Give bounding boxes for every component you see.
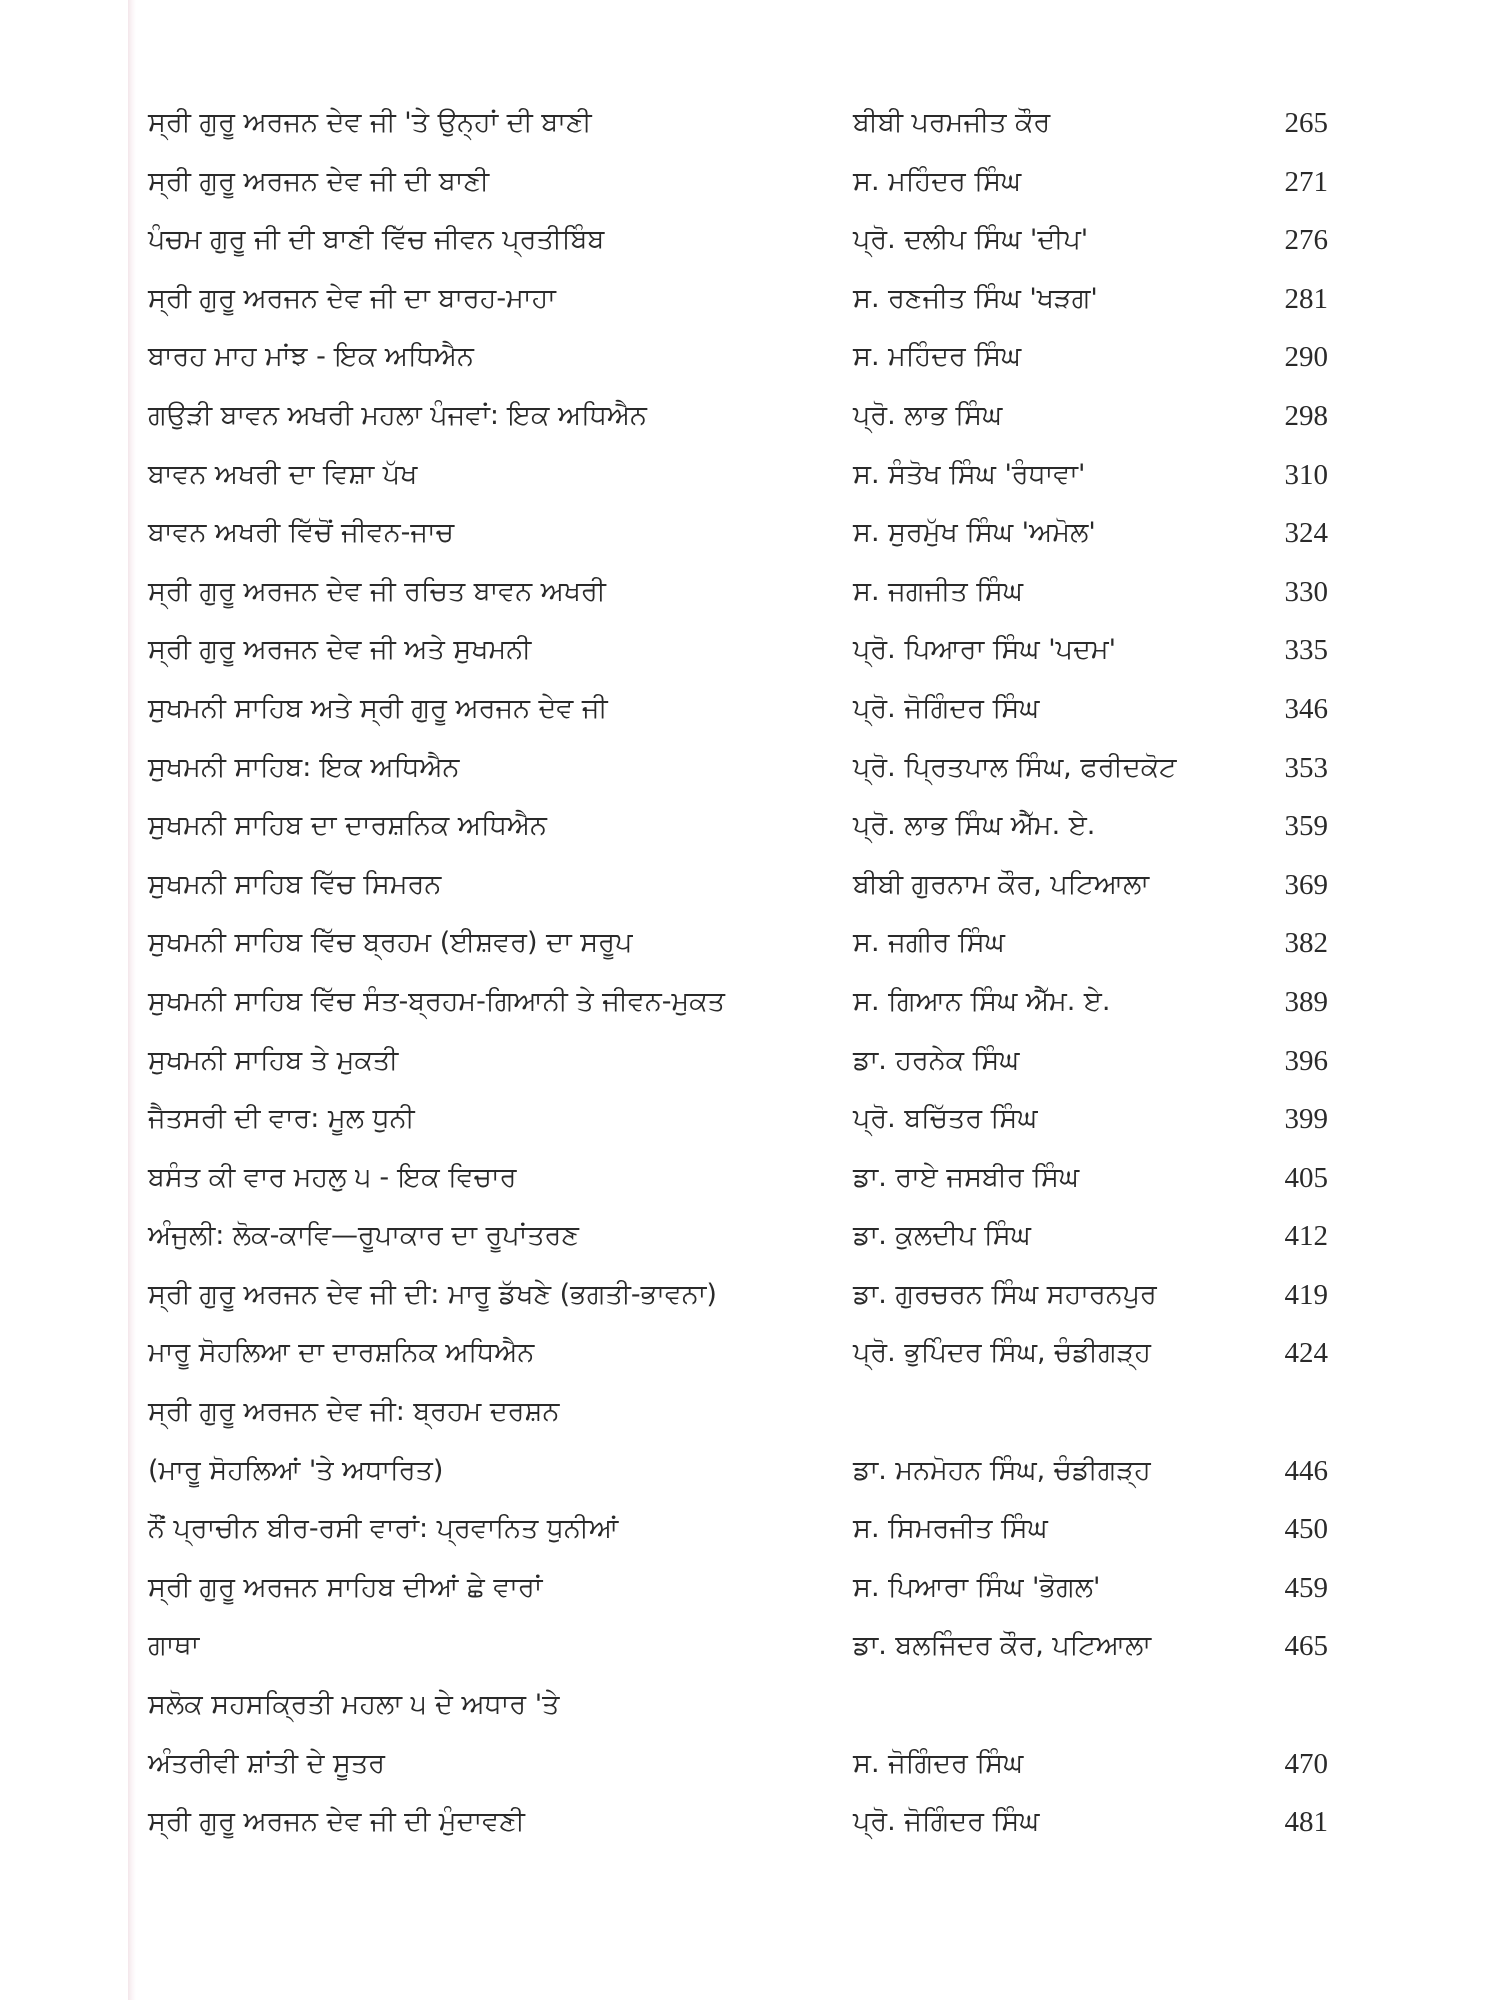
entry-author: ਸ. ਜਗੀਰ ਸਿੰਘ [853,927,1005,959]
toc-entry [148,1383,1328,1442]
entry-page-number: 290 [1284,341,1328,374]
toc-entry [148,1500,1328,1559]
entry-page-number: 359 [1284,810,1328,843]
entry-page-number: 465 [1284,1630,1328,1663]
entry-author: ਡਾ. ਰਾਏ ਜਸਬੀਰ ਸਿੰਘ [853,1161,1080,1193]
entry-author: ਡਾ. ਗੁਰਚਰਨ ਸਿੰਘ ਸਹਾਰਨਪੁਰ [853,1278,1157,1310]
entry-title: ਸ੍ਰੀ ਗੁਰੂ ਅਰਜਨ ਦੇਵ ਜੀ ਅਤੇ ਸੁਖਮਨੀ [148,634,532,666]
entry-title: ਅੰਤਰੀਵੀ ਸ਼ਾਂਤੀ ਦੇ ਸੂਤਰ [148,1747,386,1779]
entry-page-number: 459 [1284,1571,1328,1604]
entry-title: ਸ੍ਰੀ ਗੁਰੂ ਅਰਜਨ ਸਾਹਿਬ ਦੀਆਂ ਛੇ ਵਾਰਾਂ [148,1571,543,1603]
entry-author: ਪ੍ਰੋ. ਭੁਪਿੰਦਰ ਸਿੰਘ, ਚੰਡੀਗੜ੍ਹ [853,1337,1151,1369]
entry-author: ਪ੍ਰੋ. ਪ੍ਰਿਤਪਾਲ ਸਿੰਘ, ਫਰੀਦਕੋਟ [853,751,1177,783]
entry-title: ਸ੍ਰੀ ਗੁਰੂ ਅਰਜਨ ਦੇਵ ਜੀ: ਬ੍ਰਹਮ ਦਰਸ਼ਨ [148,1396,560,1428]
entry-author: ਸ. ਪਿਆਰਾ ਸਿੰਘ 'ਭੋਗਲ' [853,1571,1101,1603]
entry-author: ਸ. ਮਹਿੰਦਰ ਸਿੰਘ [853,341,1022,373]
entry-page-number: 271 [1284,165,1328,198]
toc-entry [148,1090,1328,1149]
toc-entry [148,973,1328,1032]
entry-author: ਪ੍ਰੋ. ਬਚਿੱਤਰ ਸਿੰਘ [853,1103,1038,1135]
entry-page-number: 412 [1284,1220,1328,1253]
entry-author: ਪ੍ਰੋ. ਲਾਭ ਸਿੰਘ ਐੱਮ. ਏ. [853,810,1096,842]
entry-title: ਬਾਵਨ ਅਖਰੀ ਵਿੱਚੋਂ ਜੀਵਨ-ਜਾਚ [148,517,454,549]
table-of-contents [148,94,1328,1852]
toc-entry [148,504,1328,563]
entry-title: ਗਾਥਾ [148,1630,200,1662]
toc-entry [148,739,1328,798]
entry-page-number: 265 [1284,107,1328,139]
toc-entry [148,1559,1328,1618]
entry-page-number: 446 [1284,1454,1328,1487]
toc-entry [148,797,1328,856]
entry-title: ਅੰਜੁਲੀ: ਲੋਕ-ਕਾਵਿ—ਰੂਪਾਕਾਰ ਦਾ ਰੂਪਾਂਤਰਣ [148,1220,579,1252]
entry-author: ਡਾ. ਹਰਨੇਕ ਸਿੰਘ [853,1044,1020,1076]
toc-entry [148,914,1328,973]
entry-title: ਸੁਖਮਨੀ ਸਾਹਿਬ ਵਿੱਚ ਸੰਤ-ਬ੍ਰਹਮ-ਗਿਆਨੀ ਤੇ ਜੀਵਨ-ਮੁਕਤ [148,985,725,1017]
entry-title: ਪੰਚਮ ਗੁਰੂ ਜੀ ਦੀ ਬਾਣੀ ਵਿੱਚ ਜੀਵਨ ਪ੍ਰਤੀਬਿੰਬ [148,224,605,256]
entry-title: ਮਾਰੂ ਸੋਹਲਿਆ ਦਾ ਦਾਰਸ਼ਨਿਕ ਅਧਿਐਨ [148,1337,535,1369]
entry-author: ਡਾ. ਬਲਜਿੰਦਰ ਕੌਰ, ਪਟਿਆਲਾ [853,1630,1152,1662]
entry-page-number: 324 [1284,517,1328,550]
entry-title: ਬਸੰਤ ਕੀ ਵਾਰ ਮਹਲੁ ੫ - ਇਕ ਵਿਚਾਰ [148,1161,517,1193]
entry-author: ਪ੍ਰੋ. ਜੋਗਿੰਦਰ ਸਿੰਘ [853,692,1040,724]
entry-page-number: 382 [1284,927,1328,960]
entry-title: ਸੁਖਮਨੀ ਸਾਹਿਬ: ਇਕ ਅਧਿਐਨ [148,751,460,783]
entry-title: ਸ੍ਰੀ ਗੁਰੂ ਅਰਜਨ ਦੇਵ ਜੀ 'ਤੇ ਉਨ੍ਹਾਂ ਦੀ ਬਾਣੀ [148,107,592,138]
entry-page-number: 276 [1284,224,1328,257]
entry-page-number: 281 [1284,282,1328,315]
toc-entry [148,1793,1328,1852]
entry-title: ਸੁਖਮਨੀ ਸਾਹਿਬ ਵਿੱਚ ਬ੍ਰਹਮ (ਈਸ਼ਵਰ) ਦਾ ਸਰੂਪ [148,927,633,959]
toc-entry [148,1676,1328,1735]
entry-page-number: 298 [1284,399,1328,432]
toc-entry [148,387,1328,446]
toc-entry [148,328,1328,387]
toc-entry [148,856,1328,915]
entry-page-number: 396 [1284,1044,1328,1077]
entry-author: ਬੀਬੀ ਪਰਮਜੀਤ ਕੌਰ [853,107,1051,138]
entry-title: ਸ੍ਰੀ ਗੁਰੂ ਅਰਜਨ ਦੇਵ ਜੀ ਰਚਿਤ ਬਾਵਨ ਅਖਰੀ [148,575,606,607]
entry-page-number: 399 [1284,1103,1328,1136]
entry-author: ਸ. ਸੁਰਮੁੱਖ ਸਿੰਘ 'ਅਮੋਲ' [853,517,1096,549]
entry-page-number: 335 [1284,634,1328,667]
entry-page-number: 389 [1284,985,1328,1018]
entry-author: ਡਾ. ਕੁਲਦੀਪ ਸਿੰਘ [853,1220,1031,1252]
entry-page-number: 369 [1284,868,1328,901]
entry-title: ਸ੍ਰੀ ਗੁਰੂ ਅਰਜਨ ਦੇਵ ਜੀ ਦੀ ਮੁੰਦਾਵਣੀ [148,1806,525,1838]
entry-author: ਸ. ਸਿਮਰਜੀਤ ਸਿੰਘ [853,1513,1048,1545]
entry-title: ਸੁਖਮਨੀ ਸਾਹਿਬ ਅਤੇ ਸ੍ਰੀ ਗੁਰੂ ਅਰਜਨ ਦੇਵ ਜੀ [148,692,608,724]
entry-title: ਸੁਖਮਨੀ ਸਾਹਿਬ ਵਿੱਚ ਸਿਮਰਨ [148,868,442,900]
entry-author: ਪ੍ਰੋ. ਦਲੀਪ ਸਿੰਘ 'ਦੀਪ' [853,224,1089,256]
entry-author: ਸ. ਮਹਿੰਦਰ ਸਿੰਘ [853,165,1022,197]
entry-title: ਗਉੜੀ ਬਾਵਨ ਅਖਰੀ ਮਹਲਾ ਪੰਜਵਾਂ: ਇਕ ਅਧਿਐਨ [148,399,647,431]
entry-author: ਪ੍ਰੋ. ਲਾਭ ਸਿੰਘ [853,399,1003,431]
toc-entry [148,446,1328,505]
entry-page-number: 353 [1284,751,1328,784]
entry-title: ਬਾਰਹ ਮਾਹ ਮਾਂਝ - ਇਕ ਅਧਿਐਨ [148,341,474,373]
toc-entry [148,1032,1328,1091]
toc-entry [148,1207,1328,1266]
toc-entry [148,1617,1328,1676]
entry-title: ਸ੍ਰੀ ਗੁਰੂ ਅਰਜਨ ਦੇਵ ਜੀ ਦਾ ਬਾਰਹ-ਮਾਹਾ [148,282,556,314]
entry-page-number: 405 [1284,1161,1328,1194]
toc-entry [148,94,1328,153]
entry-page-number: 470 [1284,1747,1328,1780]
entry-title: ਨੌਂ ਪ੍ਰਾਚੀਨ ਬੀਰ-ਰਸੀ ਵਾਰਾਂ: ਪ੍ਰਵਾਨਿਤ ਧੁਨੀਆਂ [148,1513,619,1545]
entry-page-number: 330 [1284,575,1328,608]
entry-title: ਸੁਖਮਨੀ ਸਾਹਿਬ ਦਾ ਦਾਰਸ਼ਨਿਕ ਅਧਿਐਨ [148,810,547,842]
entry-title: ਜੈਤਸਰੀ ਦੀ ਵਾਰ: ਮੂਲ ਧੁਨੀ [148,1103,415,1135]
entry-title: ਸ੍ਰੀ ਗੁਰੂ ਅਰਜਨ ਦੇਵ ਜੀ ਦੀ: ਮਾਰੂ ਡੱਖਣੇ (ਭਗਤੀ-ਭਾਵਨਾ) [148,1278,717,1310]
toc-entry [148,270,1328,329]
toc-entry [148,621,1328,680]
entry-page-number: 450 [1284,1513,1328,1546]
toc-entry [148,680,1328,739]
entry-author: ਪ੍ਰੋ. ਜੋਗਿੰਦਰ ਸਿੰਘ [853,1806,1040,1838]
page-edge-shadow [128,0,136,2000]
entry-title: (ਮਾਰੂ ਸੋਹਲਿਆਂ 'ਤੇ ਅਧਾਰਿਤ) [148,1454,444,1486]
entry-author: ਸ. ਗਿਆਨ ਸਿੰਘ ਐੱਮ. ਏ. [853,985,1111,1017]
entry-author: ਬੀਬੀ ਗੁਰਨਾਮ ਕੌਰ, ਪਟਿਆਲਾ [853,868,1150,900]
entry-page-number: 481 [1284,1806,1328,1839]
toc-entry [148,1149,1328,1208]
entry-page-number: 310 [1284,458,1328,491]
toc-entry [148,563,1328,622]
toc-entry [148,211,1328,270]
toc-entry [148,1266,1328,1325]
entry-title: ਸ੍ਰੀ ਗੁਰੂ ਅਰਜਨ ਦੇਵ ਜੀ ਦੀ ਬਾਣੀ [148,165,490,197]
entry-author: ਡਾ. ਮਨਮੋਹਨ ਸਿੰਘ, ਚੰਡੀਗੜ੍ਹ [853,1454,1151,1486]
entry-title: ਸਲੋਕ ਸਹਸਕ੍ਰਿਤੀ ਮਹਲਾ ੫ ਦੇ ਅਧਾਰ 'ਤੇ [148,1689,560,1721]
toc-entry [148,1735,1328,1794]
entry-author: ਸ. ਰਣਜੀਤ ਸਿੰਘ 'ਖੜਗ' [853,282,1098,314]
entry-title: ਬਾਵਨ ਅਖਰੀ ਦਾ ਵਿਸ਼ਾ ਪੱਖ [148,458,418,490]
entry-author: ਪ੍ਰੋ. ਪਿਆਰਾ ਸਿੰਘ 'ਪਦਮ' [853,634,1117,666]
entry-page-number: 346 [1284,692,1328,725]
entry-title: ਸੁਖਮਨੀ ਸਾਹਿਬ ਤੇ ਮੁਕਤੀ [148,1044,399,1076]
toc-entry [148,153,1328,212]
toc-entry [148,1442,1328,1501]
entry-author: ਸ. ਜਗਜੀਤ ਸਿੰਘ [853,575,1023,607]
entry-author: ਸ. ਜੋਗਿੰਦਰ ਸਿੰਘ [853,1747,1024,1779]
entry-author: ਸ. ਸੰਤੋਖ ਸਿੰਘ 'ਰੰਧਾਵਾ' [853,458,1086,490]
entry-page-number: 419 [1284,1278,1328,1311]
toc-entry [148,1324,1328,1383]
entry-page-number: 424 [1284,1337,1328,1370]
